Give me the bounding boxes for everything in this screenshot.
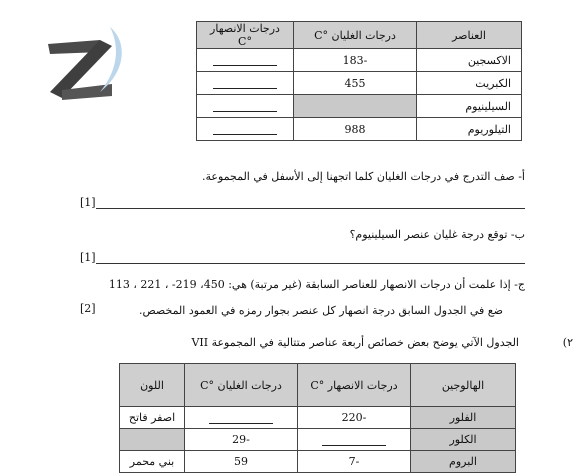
table-header-row [120,364,516,407]
melting-blank[interactable] [197,118,294,141]
halogen-name: الكلور [411,429,516,451]
table-row [197,49,522,72]
halogens-table [119,363,516,473]
answer-line-a[interactable] [96,208,525,209]
header-halogen: الهالوجين [411,364,516,407]
element-name: التيلوريوم [417,118,522,141]
mark-c: [2] [80,302,96,315]
element-name: السيلينيوم [417,95,522,118]
boiling-value: 988 [294,118,417,141]
boiling-value: -183 [294,49,417,72]
table-header-row [197,22,522,49]
mark-b: [1] [80,251,96,264]
halogen-name: الفلور [411,407,516,429]
question-b: ب- توقع درجة غليان عنصر السيلينيوم؟ [349,228,525,241]
question-c-line1: ج- إذا علمت أن درجات الانصهار للعناصر السابقة (غير مرتبة) هي: 450، 219- ، 221 ، 113 [108,278,525,291]
melting-blank[interactable] [197,72,294,95]
halogen-name: البروم [411,451,516,473]
header-color: اللون [120,364,185,407]
question-2-number: ٢) [562,336,573,349]
table-row [120,429,516,451]
melting-blank[interactable] [197,49,294,72]
header-elements: العناصر [417,22,522,49]
table-row [197,118,522,141]
color-value: بني محمر [120,451,185,473]
elements-table [196,21,522,141]
question-c-line2: ضع في الجدول السابق درجة انصهار كل عنصر بجوار رمزه في العمود المخصص. [138,304,503,317]
melting-blank[interactable] [197,95,294,118]
answer-line-b[interactable] [96,263,525,264]
question-2-text: الجدول الآتي يوضح بعض خصائص أربعة عناصر متتالية في المجموعة VII [191,336,519,349]
table-row [197,95,522,118]
color-shaded-cell [120,429,185,451]
boiling-blank[interactable] [185,407,298,429]
color-value: اصفر فاتح [120,407,185,429]
logo-icon [40,22,130,102]
header-boiling: درجات الغليان °C [294,22,417,49]
boiling-value: -29 [185,429,298,451]
element-name: الكبريت [417,72,522,95]
boiling-value: 455 [294,72,417,95]
boiling-value: 59 [185,451,298,473]
melting-value: -7 [298,451,411,473]
table-row [120,407,516,429]
table-row [197,72,522,95]
element-name: الاكسجين [417,49,522,72]
question-a: أ- صف التدرج في درجات الغليان كلما اتجهنا إلى الأسفل في المجموعة. [202,170,525,183]
header-boiling: درجات الغليان °C [185,364,298,407]
boiling-shaded-cell [294,95,417,118]
melting-value: -220 [298,407,411,429]
header-melting: درجات الانصهار °C [298,364,411,407]
melting-blank[interactable] [298,429,411,451]
table-row [120,451,516,473]
header-melting: درجات الانصهار °C [197,22,294,49]
mark-a: [1] [80,196,96,209]
